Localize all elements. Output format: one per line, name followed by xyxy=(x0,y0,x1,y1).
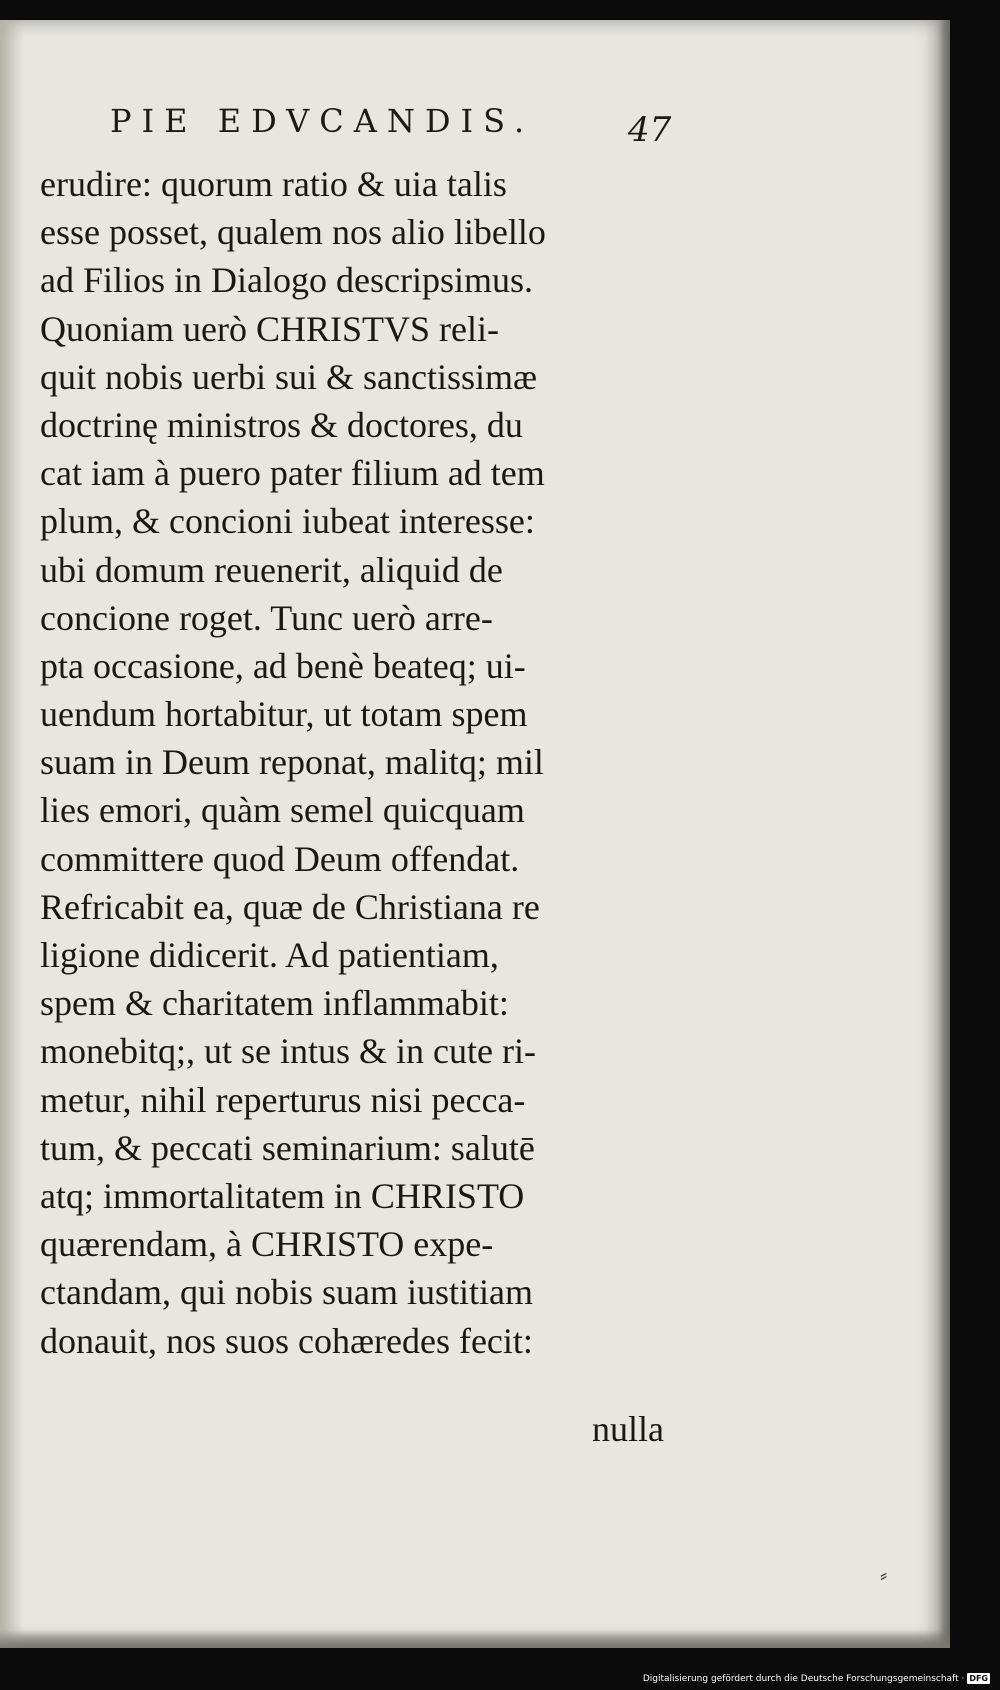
text-line: ligione didicerit. Ad patientiam, xyxy=(40,935,499,975)
text-line: esse posset, qualem nos alio libello xyxy=(40,212,546,253)
text-line: atq; immortalitatem in CHRISTO xyxy=(40,1175,525,1216)
text-line: erudire: quorum ratio & uia talis xyxy=(40,164,507,204)
text-line: uendum hortabitur, ut totam spem xyxy=(40,694,528,735)
text-line: quit nobis uerbi sui & sanctissimæ xyxy=(40,356,538,397)
dfg-logo: DFG xyxy=(969,1674,988,1683)
credit-text: Digitalisierung gefördert durch die Deutsche Forschungsgemeinschaft · xyxy=(642,1673,965,1684)
catchword: nulla xyxy=(592,1409,664,1449)
text-line: Quoniam uerò CHRISTVS reli- xyxy=(40,308,499,349)
text-line: monebitq;, ut se intus & in cute ri- xyxy=(40,1031,536,1072)
text-line: suam in Deum reponat, malitq; mil xyxy=(40,742,544,783)
text-line: doctrinę ministros & doctores, du xyxy=(40,404,523,445)
text-line: Refricabit ea, quæ de Christiana re xyxy=(40,886,540,927)
page-number: 47 xyxy=(628,110,672,150)
text-line: ubi domum reuenerit, aliquid de xyxy=(40,549,503,590)
text-line: ad Filios in Dialogo descripsimus. xyxy=(40,260,533,301)
text-line: tum, & peccati seminarium: salutē xyxy=(40,1127,535,1168)
text-line: cat iam à puero pater filium ad tem xyxy=(40,453,545,494)
text-line: ctandam, qui nobis suam iustitiam xyxy=(40,1272,533,1313)
page-bottom-shadow xyxy=(0,1630,950,1648)
text-line: lies emori, quàm semel quicquam xyxy=(40,790,525,831)
body-text xyxy=(40,160,690,1365)
text-line: concione roget. Tunc uerò arre- xyxy=(40,597,493,638)
page-edge-shadow xyxy=(938,20,950,1648)
text-line: donauit, nos suos cohæredes fecit: xyxy=(40,1320,533,1361)
text-line: spem & charitatem inflammabit: xyxy=(40,983,509,1024)
digitization-credit xyxy=(643,1673,990,1684)
book-page xyxy=(0,20,950,1648)
page-gutter-shadow xyxy=(0,20,24,1648)
text-line: plum, & concioni iubeat interesse: xyxy=(40,501,535,542)
text-line: metur, nihil reperturus nisi pecca- xyxy=(40,1079,526,1120)
running-head: PIE EDVCANDIS. xyxy=(110,102,535,140)
text-line: committere quod Deum offendat. xyxy=(40,838,520,879)
ink-mark-icon: ⸗ xyxy=(880,1563,888,1588)
text-line: quærendam, à CHRISTO expe- xyxy=(40,1224,494,1265)
text-line: pta occasione, ad benè beateq; ui- xyxy=(40,645,526,686)
